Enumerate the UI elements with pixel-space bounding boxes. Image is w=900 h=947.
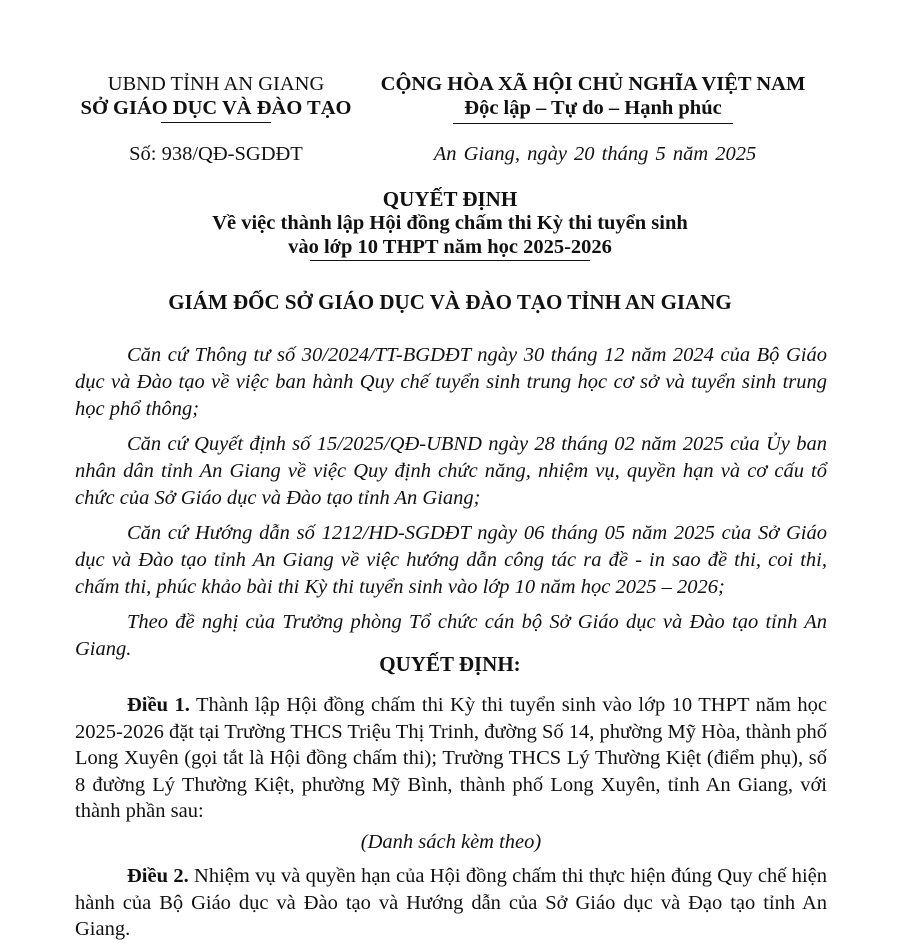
- decision-subject-line-1: Về việc thành lập Hội đồng chấm thi Kỳ thi tuyển sinh: [212, 212, 688, 234]
- proposal-paragraph: Theo đề nghị của Trưởng phòng Tổ chức cán bộ Sở Giáo dục và Đào tạo tỉnh An Giang.: [75, 611, 827, 660]
- legal-bases: [75, 342, 827, 671]
- decision-title: QUYẾT ĐỊNH: [382, 187, 518, 211]
- article-2: [75, 863, 827, 943]
- legal-basis-paragraph: Căn cứ Thông tư số 30/2024/TT-BGDĐT ngày 30 tháng 12 năm 2024 của Bộ Giáo dục và Đào tạo về việc ban hành Quy chế tuyển sinh trung học cơ sở và tuyển sinh trung học phổ thông;: [75, 344, 827, 420]
- legal-basis-paragraph: Căn cứ Hướng dẫn số 1212/HD-SGDĐT ngày 06 tháng 05 năm 2025 của Sở Giáo dục và Đào tạo tỉnh An Giang về việc hướng dẫn công tác ra đề - in sao đề thi, coi thi, chấm thi, phúc khảo bài thi Kỳ thi tuyển sinh vào lớp 10 năm học 2025 – 2026;: [75, 522, 827, 598]
- decision-subject-line-2: vào lớp 10 THPT năm học 2025-2026: [288, 236, 612, 258]
- decision-title-block: [70, 187, 830, 261]
- article-label: Điều 1.: [127, 694, 190, 716]
- agency-name: SỞ GIÁO DỤC VÀ ĐÀO TẠO: [80, 97, 352, 119]
- national-motto: Độc lập – Tự do – Hạnh phúc: [464, 97, 722, 119]
- national-title-block: [362, 72, 824, 124]
- place-and-date: An Giang, ngày 20 tháng 5 năm 2025: [433, 143, 757, 165]
- articles: [75, 692, 827, 947]
- article-text: Thành lập Hội đồng chấm thi Kỳ thi tuyển sinh vào lớp 10 THPT năm học 2025-2026 đặt tại Trường THCS Triệu Thị Trinh, đường Số 14, phường Mỹ Hòa, thành phố Long Xuyên (gọi tắt là Hội đồng chấm thi); Trường THCS Lý Thường Kiệt (điểm phụ), số 8 đường Lý Thường Kiệt, phường Mỹ Bình, thành phố Long Xuyên, tỉnh An Giang, với thành phần sau:: [75, 694, 828, 822]
- issuing-agency-block: [70, 72, 362, 123]
- article-1: [75, 692, 827, 825]
- issuing-authority: GIÁM ĐỐC SỞ GIÁO DỤC VÀ ĐÀO TẠO TỈNH AN GIANG: [168, 290, 732, 314]
- title-underline: [310, 260, 590, 261]
- article-text: Nhiệm vụ và quyền hạn của Hội đồng chấm thi thực hiện đúng Quy chế hiện hành của Bộ Giáo dục và Đào tạo và Hướng dẫn của Sở Giáo dục và Đạo tạo tỉnh An Giang.: [75, 865, 827, 940]
- decision-heading: QUYẾT ĐỊNH:: [379, 652, 521, 676]
- nation-name: CỘNG HÒA XÃ HỘI CHỦ NGHĨA VIỆT NAM: [380, 73, 806, 95]
- agency-underline: [161, 122, 271, 123]
- document-number: Số: 938/QĐ-SGDĐT: [129, 143, 303, 165]
- legal-basis-paragraph: Căn cứ Quyết định số 15/2025/QĐ-UBND ngày 28 tháng 02 năm 2025 của Ủy ban nhân dân tỉnh An Giang về việc Quy định chức năng, nhiệm vụ, quyền hạn và cơ cấu tổ chức của Sở Giáo dục và Đào tạo tỉnh An Giang;: [75, 433, 827, 509]
- article-label: Điều 2.: [127, 865, 189, 887]
- motto-underline: [453, 123, 733, 124]
- attachment-note: (Danh sách kèm theo): [360, 830, 542, 853]
- province-name: UBND TỈNH AN GIANG: [107, 73, 325, 95]
